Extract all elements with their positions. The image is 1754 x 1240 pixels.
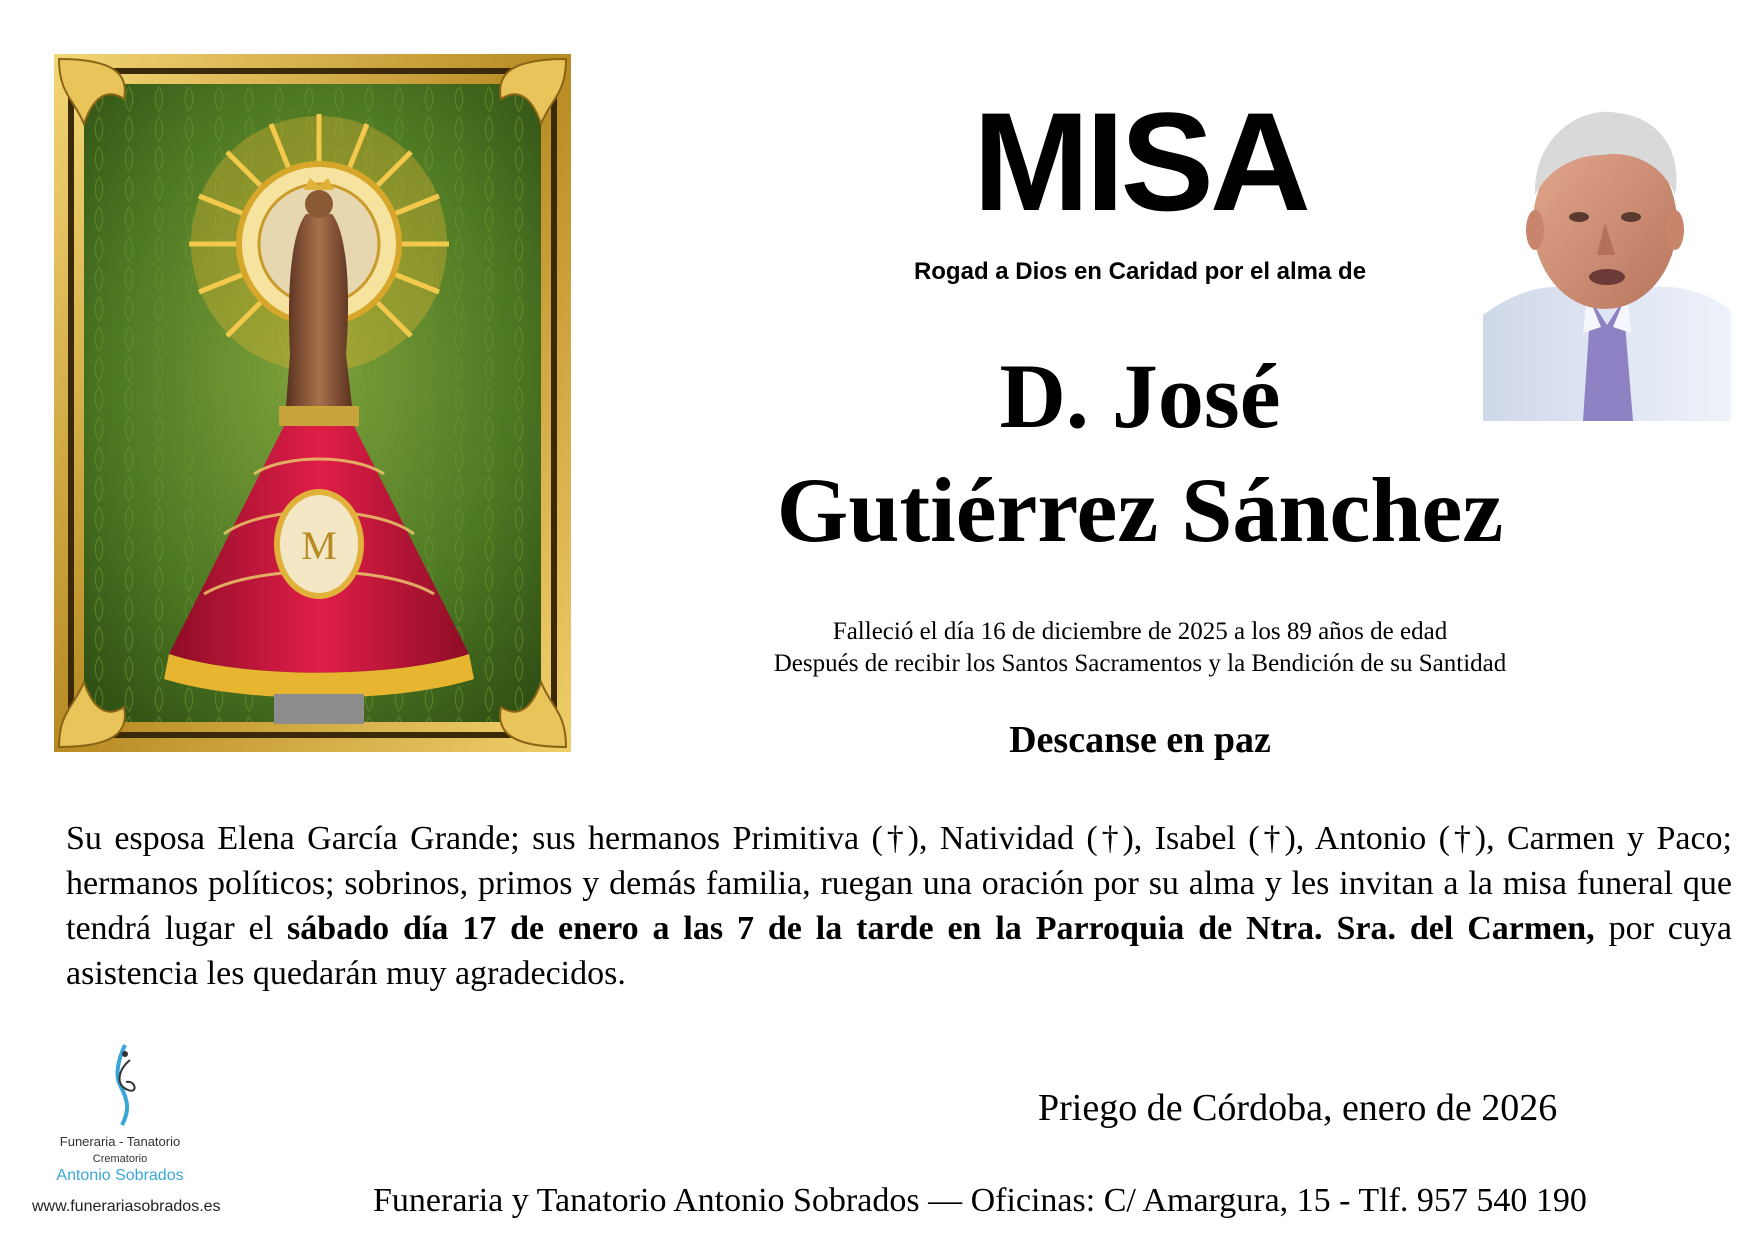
virgen-del-pilar-image — [54, 54, 571, 752]
logo-line2: Crematorio — [92, 1153, 148, 1165]
announcement-closing: por cuya asistencia les quedarán muy agradecidos. — [66, 910, 1732, 992]
website-link[interactable]: www.funerariasobrados.es — [32, 1198, 221, 1215]
logo-line3: Antonio Sobrados — [56, 1167, 184, 1184]
logo-line1: Funeraria - Tanatorio — [59, 1134, 181, 1149]
deceased-name-line2: Gutiérrez Sánchez — [776, 459, 1504, 561]
funeral-home-logo — [30, 1040, 230, 1230]
funeral-home-contact: Funeraria y Tanatorio Antonio Sobrados — Oficinas: C/ Amargura, 15 - Tlf. 957 540 190 — [373, 1182, 1587, 1219]
family-announcement-paragraph — [66, 816, 1732, 996]
rest-in-peace: Descanse en paz — [1009, 719, 1271, 761]
logo-mark-icon — [100, 1040, 150, 1130]
announcement-text: Su esposa Elena García Grande; sus hermanos Primitiva (†), Natividad (†), Isabel (†), Antonio (†), Carmen y Paco; hermanos políticos; sobrinos, primos y demás familia, ruegan una oración por su alma y les invitan a la misa funeral que tendrá lugar el — [66, 820, 1732, 947]
death-info-line2: Después de recibir los Santos Sacramentos y la Bendición de su Santidad — [773, 650, 1507, 677]
page-title: MISA — [973, 83, 1307, 240]
mass-details: sábado día 17 de enero a las 7 de la tarde en la Parroquia de Ntra. Sra. del Carmen, — [287, 910, 1595, 947]
svg-text:M: M — [301, 523, 337, 568]
death-info-line1: Falleció el día 16 de diciembre de 2025 a los 89 años de edad — [832, 618, 1448, 645]
deceased-name-line1: D. José — [999, 345, 1281, 447]
deceased-portrait-photo — [1483, 95, 1731, 421]
place-and-date: Priego de Córdoba, enero de 2026 — [1038, 1087, 1558, 1129]
subtitle: Rogad a Dios en Caridad por el alma de — [913, 258, 1367, 285]
